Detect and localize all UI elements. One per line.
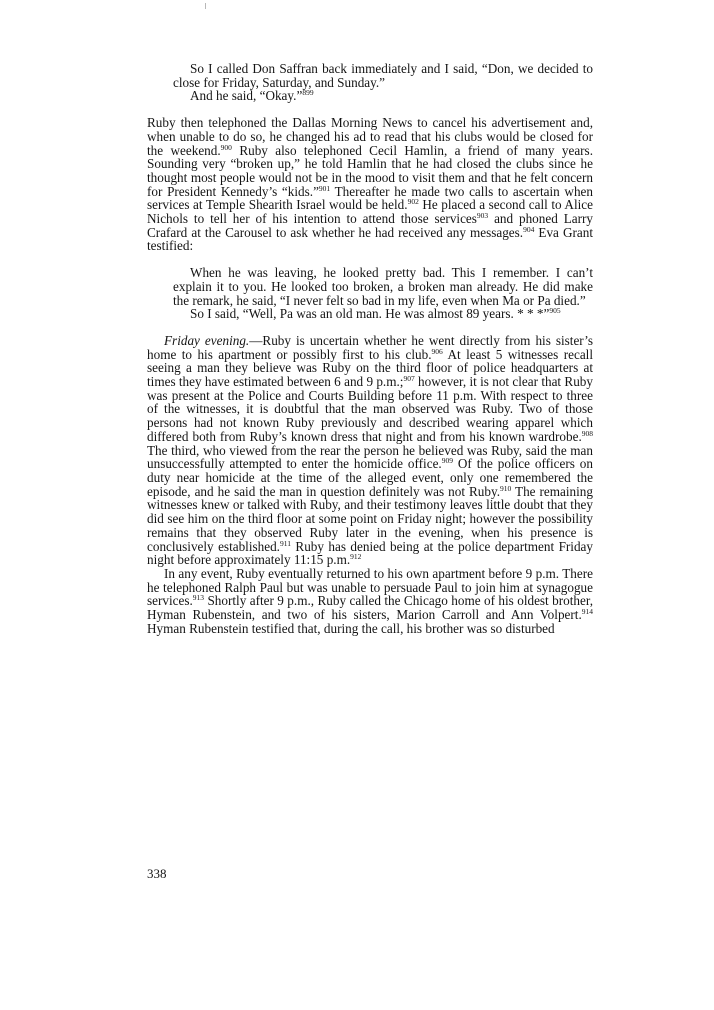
footnote-908: 908 xyxy=(581,428,593,438)
footnote-909: 909 xyxy=(441,456,453,466)
quote-saffran-line-1: So I called Don Saffran back immediately and I said, “Don, we decided to close for Friday, Saturday, and Sunday.” xyxy=(173,61,593,90)
document-body xyxy=(147,62,593,635)
footnote-907: 907 xyxy=(403,374,415,384)
footnote-903: 903 xyxy=(476,211,489,221)
page-number: 338 xyxy=(147,866,167,881)
quote-eva-grant-line-2: So I said, “Well, Pa was an old man. He was almost 89 years. * * *”$^{905}$ xyxy=(190,306,561,322)
quote-saffran-line-2: And he said, “Okay.”$^{899}$ xyxy=(190,88,314,104)
paragraph-in-any-event: In any event, Ruby eventually returned to his own apartment before 9 p.m. There he telephoned Ralph Paul but was unable to persuade Paul to join him at synagogue services.$^{913}$ Shortly after 9 p.m., Ruby called the Chicago home of his oldest brother, Hyman Rubenstein, and two of his sisters, Marion Carroll and Ann Volpert.$^{914}$ Hyman Rubenstein testified that, during the call, his brother was so disturbed xyxy=(147,565,593,636)
footnote-900: 900 xyxy=(220,142,232,152)
footnote-899: 899 xyxy=(302,88,314,98)
footnote-910: 910 xyxy=(500,483,512,493)
scan-mark xyxy=(205,3,206,9)
footnote-902: 902 xyxy=(407,197,419,207)
footnote-912: 912 xyxy=(350,552,362,562)
footnote-914: 914 xyxy=(581,607,593,617)
paragraph-ruby-telephoned: Ruby then telephoned the Dallas Morning News to cancel his advertisement and, when unable to do so, he changed his ad to read that his clubs would be closed for the weekend.$^{900}$ Ruby also telephoned Cecil Hamlin, a friend of many years. Sounding very “broken up,” he told Hamlin that he had closed the clubs since he thought most people would not be in the mood to visit them and that he felt concern for President Kennedy’s “kids.”$^{901}$ Thereafter he made two calls to ascertain when services at Temple Shearith Israel would be held.$^{902}$ He placed a second call to Alice Nichols to tell her of his intention to attend those services$^{903}$ and phoned Larry Crafard at the Carousel to ask whether he had received any messages.$^{904}$ Eva Grant testified: xyxy=(147,115,594,254)
footnote-906: 906 xyxy=(431,346,443,356)
section-heading-friday-evening: Friday evening. xyxy=(164,332,250,348)
footnote-904: 904 xyxy=(523,224,535,234)
footnote-913: 913 xyxy=(192,593,205,603)
footnote-901: 901 xyxy=(318,183,331,193)
paragraph-friday-evening: Friday evening.—Ruby is uncertain whether he went directly from his sister’s home to his apartment or possibly first to his club.$^{906}$ At least 5 witnesses recall seeing a man they believe was Ruby on the third floor of police headquarters at times they have estimated between 6 and 9 p.m.;$^{907}$ however, it is not clear that Ruby was present at the Police and Courts Building before 11 p.m. With respect to three of the witnesses, it is doubtful that the man observed was Ruby. Two of those persons had not known Ruby previously and described wearing apparel which differed both from Ruby’s known dress that night and from his known wardrobe.$^{908}$ The third, who viewed from the rear the person he believed was Ruby, said the man unsuccessfully attempted to enter the homicide office.$^{909}$ Of the police officers on duty near homicide at the time of the alleged event, only one remembered the episode, and he said the man in question definitely was not Ruby.$^{910}$ The remaining witnesses knew or talked with Ruby, and their testimony leaves little doubt that they did see him on the third floor at some point on Friday night; however the possibility remains that they observed Ruby later in the evening, when his presence is conclusively established.$^{911}$ Ruby has denied being at the police department Friday night before approximately 11:15 p.m.$^{912}$ xyxy=(147,332,594,568)
footnote-905: 905 xyxy=(549,306,561,316)
footnote-911: 911 xyxy=(279,538,291,548)
quote-eva-grant-line-1: When he was leaving, he looked pretty bad. This I remember. I can’t explain it to you. He looked too broken, a broken man already. He did make the remark, he said, “I never felt so bad in my life, even when Ma or Pa died.” xyxy=(173,265,593,308)
